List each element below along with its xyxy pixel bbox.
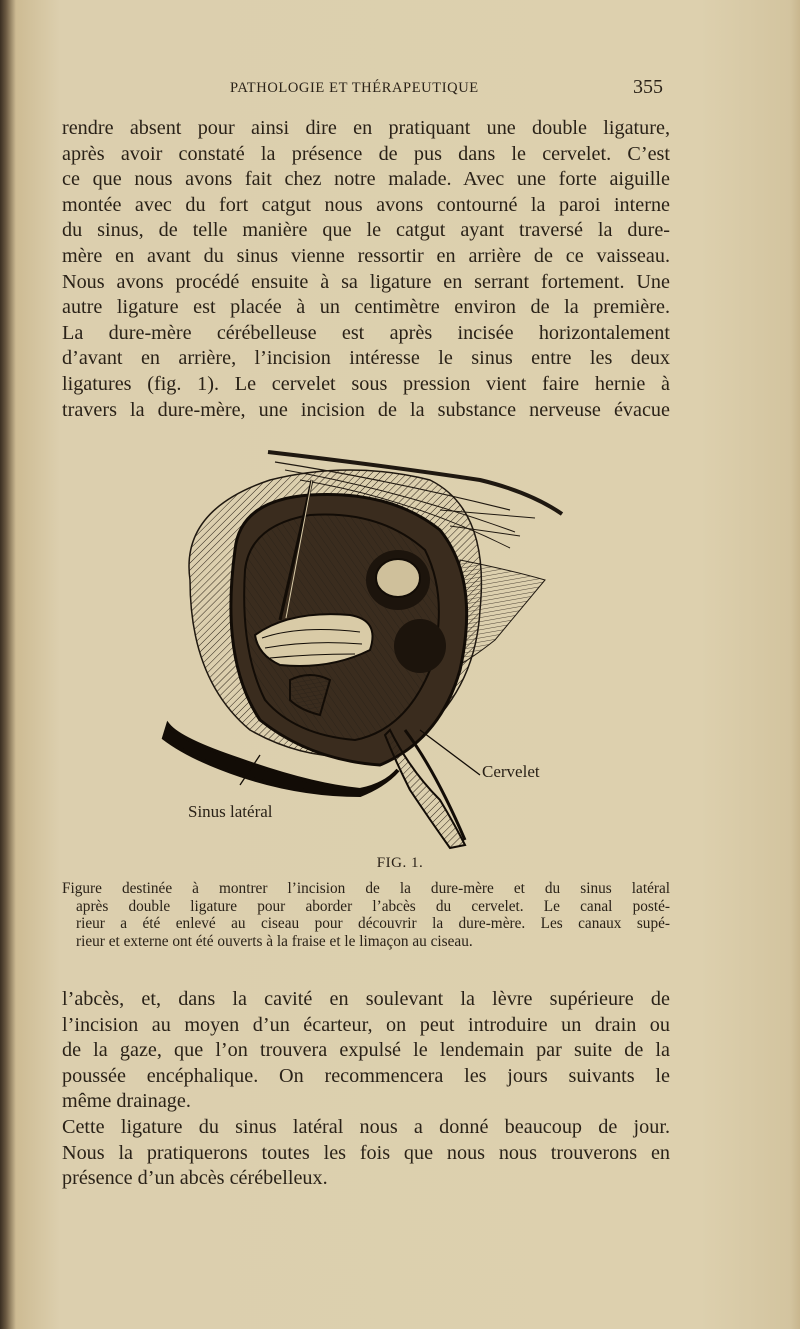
page-number: 355 (633, 76, 663, 98)
text-line: rendre absent pour ainsi dire en pratiquant une double ligature, (62, 117, 670, 139)
text-line: l’incision au moyen d’un écarteur, on peut introduire un drain ou (62, 1013, 670, 1036)
text-line: après avoir constaté la présence de pus dans le cervelet. C’est (62, 142, 670, 165)
running-head: PATHOLOGIE ET THÉRAPEUTIQUE (230, 80, 479, 96)
figure-title: FIG. 1. (376, 855, 424, 871)
text-line: ligatures (fig. 1). Le cervelet sous pression vient faire hernie à (62, 372, 670, 395)
caption-line: Figure destinée à montrer l’incision de la dure-mère et du sinus latéral (62, 880, 670, 897)
label-sinus-lateral: Sinus latéral (188, 802, 273, 821)
text-line: Cette ligature du sinus latéral nous a donné beaucoup de jour. (62, 1116, 670, 1138)
label-cervelet: Cervelet (482, 762, 540, 781)
caption-line: rieur a été enlevé au ciseau pour découvrir la dure-mère. Les canaux supé- (76, 915, 670, 932)
text-line: de la gaze, que l’on trouvera expulsé le lendemain par suite de la (62, 1039, 670, 1062)
text-line: La dure-mère cérébelleuse est après incisée horizontalement (62, 321, 670, 344)
paragraph-1 (62, 116, 670, 423)
page-header (0, 76, 800, 100)
text-line: l’abcès, et, dans la cavité en soulevant la lèvre supérieure de (62, 988, 670, 1010)
text-line: autre ligature est placée à un centimètre environ de la première. (62, 296, 670, 319)
figure-caption (62, 880, 670, 950)
text-line: Nous avons procédé ensuite à sa ligature en serrant fortement. Une (62, 270, 670, 293)
text-line: mère en avant du sinus vienne ressortir en arrière de ce vaisseau. (62, 244, 670, 267)
paragraph-3 (62, 1115, 670, 1192)
paragraph-2 (62, 987, 670, 1115)
text-line: d’avant en arrière, l’incision intéresse le sinus entre les deux (62, 347, 670, 370)
text-line: travers la dure-mère, une incision de la substance nerveuse évacue (62, 398, 670, 421)
text-line: même drainage. (62, 1090, 191, 1113)
anatomical-illustration (150, 440, 580, 860)
text-line: poussée encéphalique. On recommencera les jours suivants le (62, 1064, 670, 1087)
text-line: montée avec du fort catgut nous avons contourné la paroi interne (62, 193, 670, 216)
caption-line: après double ligature pour aborder l’abcès du cervelet. Le canal posté- (76, 897, 670, 915)
text-line: ce que nous avons fait chez notre malade. Avec une forte aiguille (62, 168, 670, 191)
caption-line: rieur et externe ont été ouverts à la fraise et le limaçon au ciseau. (76, 932, 473, 950)
text-line: présence d’un abcès cérébelleux. (62, 1167, 328, 1190)
text-line: Nous la pratiquerons toutes les fois que nous nous trouverons en (62, 1141, 670, 1164)
text-line: du sinus, de telle manière que le catgut ayant traversé la dure- (62, 219, 670, 242)
illustration-drawing (150, 440, 580, 860)
